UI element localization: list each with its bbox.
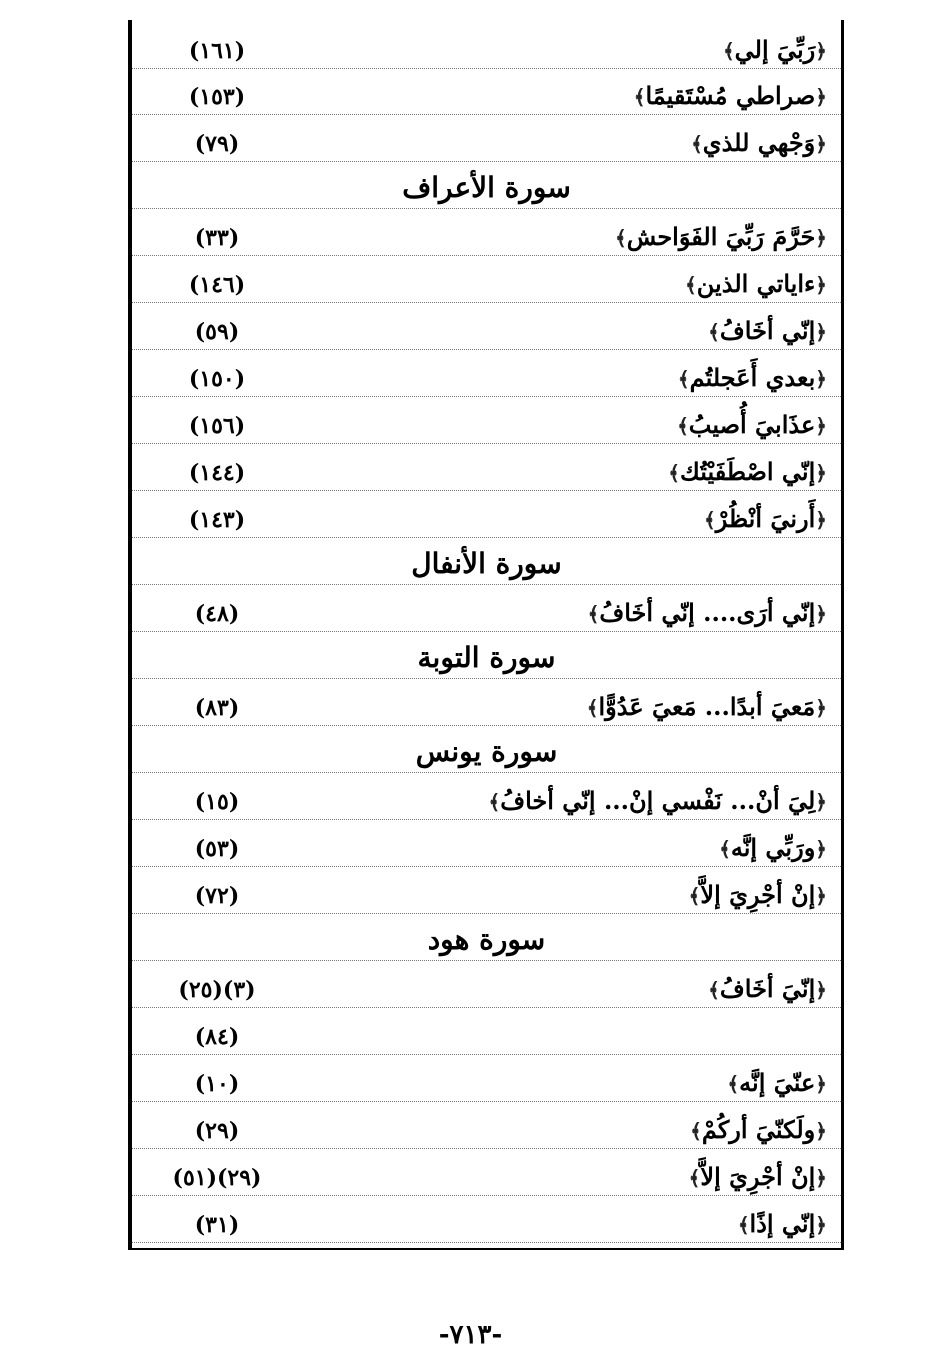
verse-fragment (488, 786, 827, 815)
verse-number: (١٥٣) (188, 84, 246, 110)
verse-number: (٢٩)(٥١) (172, 1165, 262, 1191)
index-row (132, 773, 841, 820)
verse-text: عذَابيَ أُصيبُ (688, 410, 816, 439)
verse-text: إنّي أرَى.... إنّي أخَافُ (599, 598, 816, 627)
index-row (132, 491, 841, 538)
verse-number: (١٤٣) (188, 507, 246, 533)
ornate-bracket-close: ﴾ (488, 790, 501, 814)
verse-text: إنّي إذًا (749, 1209, 816, 1238)
ornate-bracket-open: ﴿ (815, 508, 827, 532)
verse-text: إنّيَ أخَافُ (719, 974, 816, 1003)
ornate-bracket-close: ﴾ (587, 602, 600, 626)
index-row (132, 350, 841, 397)
verse-fragment (587, 692, 827, 721)
verse-fragment (708, 316, 827, 345)
index-row (132, 867, 841, 914)
verse-text: إنّي اصْطَفَيْتُك (679, 457, 816, 486)
verse-text: حَرَّمَ رَبِّيَ الفَوَاحش (626, 222, 816, 251)
verse-number: (١٥٦) (188, 413, 246, 439)
verse-text: إنّي أخَافُ (719, 316, 816, 345)
verse-text: إنْ أجْرِيَ إلاَّ (700, 880, 816, 909)
ornate-bracket-close: ﴾ (615, 226, 627, 250)
index-row (132, 961, 841, 1008)
verse-fragment (689, 1162, 827, 1191)
verse-number: (٨٣) (194, 695, 240, 721)
verse-text: ورَبِّي إنَّه (730, 833, 816, 862)
index-row (132, 1196, 841, 1243)
verse-text: أَرنيَ أنْظُرْ (715, 504, 816, 533)
verse-text: إنْ أجْرِيَ إلاَّ (700, 1162, 816, 1191)
verse-fragment (704, 504, 827, 533)
ornate-bracket-open: ﴿ (815, 132, 827, 156)
ornate-bracket-close: ﴾ (708, 320, 720, 344)
index-row (132, 679, 841, 726)
verse-fragment (685, 269, 827, 298)
index-row (132, 1055, 841, 1102)
verse-number: (٣٣) (194, 225, 240, 251)
ornate-bracket-close: ﴾ (668, 461, 680, 485)
verse-number: (١٦١) (188, 38, 246, 64)
verse-number: (١٥٠) (188, 366, 246, 392)
verse-number: (١٤٤) (188, 460, 246, 486)
surah-heading-row (132, 632, 841, 679)
index-row (132, 22, 841, 69)
ornate-bracket-close: ﴾ (691, 132, 703, 156)
verse-number: (٣)(٢٥) (178, 977, 256, 1003)
verse-fragment (634, 81, 827, 110)
index-row (132, 444, 841, 491)
verse-number: (٥٩) (194, 319, 240, 345)
ornate-bracket-close: ﴾ (688, 884, 701, 908)
verse-fragment (668, 457, 827, 486)
index-row (132, 820, 841, 867)
surah-title: سورة الأعراف (402, 171, 571, 204)
surah-heading-row (132, 162, 841, 209)
verse-number: (١٠) (194, 1071, 240, 1097)
verse-text: ولَكنّيَ أركُمْ (701, 1115, 816, 1144)
ornate-bracket-close: ﴾ (677, 414, 689, 438)
ornate-bracket-close: ﴾ (685, 273, 697, 297)
verse-number: (١٥) (194, 789, 240, 815)
index-row (132, 256, 841, 303)
ornate-bracket-close: ﴾ (719, 837, 731, 861)
ornate-bracket-open: ﴿ (815, 1213, 827, 1237)
ornate-bracket-close: ﴾ (708, 978, 720, 1002)
ornate-bracket-close: ﴾ (586, 696, 599, 720)
ornate-bracket-open: ﴿ (815, 461, 827, 485)
ornate-bracket-open: ﴿ (815, 85, 827, 109)
verse-fragment (719, 833, 827, 862)
ornate-bracket-open: ﴿ (815, 884, 827, 908)
ornate-bracket-close: ﴾ (727, 1072, 740, 1096)
ornate-bracket-close: ﴾ (633, 85, 646, 109)
verse-fragment (723, 35, 827, 64)
ornate-bracket-open: ﴿ (815, 367, 827, 391)
verse-text: لِيَ أنْ... نَفْسي إنْ... إنّي أخافُ (500, 786, 816, 815)
verse-fragment (678, 363, 827, 392)
verse-text: عنّيَ إنَّه (739, 1068, 816, 1097)
ornate-bracket-open: ﴿ (815, 696, 827, 720)
index-row (132, 68, 841, 115)
ornate-bracket-open: ﴿ (815, 273, 827, 297)
ornate-bracket-open: ﴿ (815, 1072, 827, 1096)
ornate-bracket-open: ﴿ (815, 790, 827, 814)
verse-number: (٥٣) (194, 836, 240, 862)
verse-fragment (708, 974, 827, 1003)
verse-fragment (690, 1115, 827, 1144)
index-row (132, 1149, 841, 1196)
surah-heading-row (132, 538, 841, 585)
ornate-bracket-open: ﴿ (815, 1119, 827, 1143)
surah-heading-row (132, 726, 841, 773)
verse-number: (٨٤) (194, 1024, 240, 1050)
ornate-bracket-open: ﴿ (815, 39, 827, 63)
verse-number: (٢٩) (194, 1118, 240, 1144)
index-row (132, 303, 841, 350)
ornate-bracket-close: ﴾ (677, 367, 690, 391)
index-row (132, 209, 841, 256)
verse-fragment (615, 222, 827, 251)
index-row (132, 397, 841, 444)
surah-title: سورة هود (427, 923, 546, 956)
ornate-bracket-open: ﴿ (815, 320, 827, 344)
surah-title: سورة يونس (415, 735, 558, 768)
ornate-bracket-open: ﴿ (815, 1166, 827, 1190)
ornate-bracket-close: ﴾ (722, 39, 735, 63)
index-row (132, 115, 841, 162)
verse-text: وَجْهي للذي (702, 128, 816, 157)
index-row (132, 1008, 841, 1055)
verse-fragment (677, 410, 827, 439)
index-row (132, 585, 841, 632)
verse-number: (٧٩) (194, 131, 240, 157)
verse-fragment (738, 1209, 827, 1238)
verse-number: (٧٢) (194, 883, 240, 909)
verse-text: بعدي أَعَجلتُم (689, 363, 816, 392)
verse-fragment (689, 880, 827, 909)
ornate-bracket-open: ﴿ (815, 837, 827, 861)
verse-text: ءاياتي الذين (696, 269, 816, 298)
verse-text: صراطي مُسْتَقيمًا (645, 81, 816, 110)
verse-text: مَعيَ أبدًا... مَعيَ عَدُوًّا (598, 692, 816, 721)
verse-text: رَبِّيَ إلي (734, 35, 816, 64)
ornate-bracket-close: ﴾ (737, 1213, 750, 1237)
ornate-bracket-open: ﴿ (815, 978, 827, 1002)
verse-number: (١٤٦) (188, 272, 246, 298)
ornate-bracket-open: ﴿ (815, 602, 827, 626)
verse-fragment (691, 128, 827, 157)
verse-fragment (588, 598, 827, 627)
page-number: -٧١٣- (438, 1320, 503, 1350)
index-row (132, 1102, 841, 1149)
verse-fragment (727, 1068, 827, 1097)
surah-title: سورة الأنفال (411, 547, 562, 580)
ornate-bracket-close: ﴾ (703, 508, 716, 532)
surah-heading-row (132, 914, 841, 961)
ornate-bracket-close: ﴾ (690, 1119, 702, 1143)
verse-number: (٤٨) (194, 601, 240, 627)
ornate-bracket-open: ﴿ (815, 414, 827, 438)
surah-title: سورة التوبة (417, 641, 556, 674)
ornate-bracket-open: ﴿ (815, 226, 827, 250)
verse-number: (٣١) (194, 1212, 240, 1238)
ornate-bracket-close: ﴾ (688, 1166, 701, 1190)
